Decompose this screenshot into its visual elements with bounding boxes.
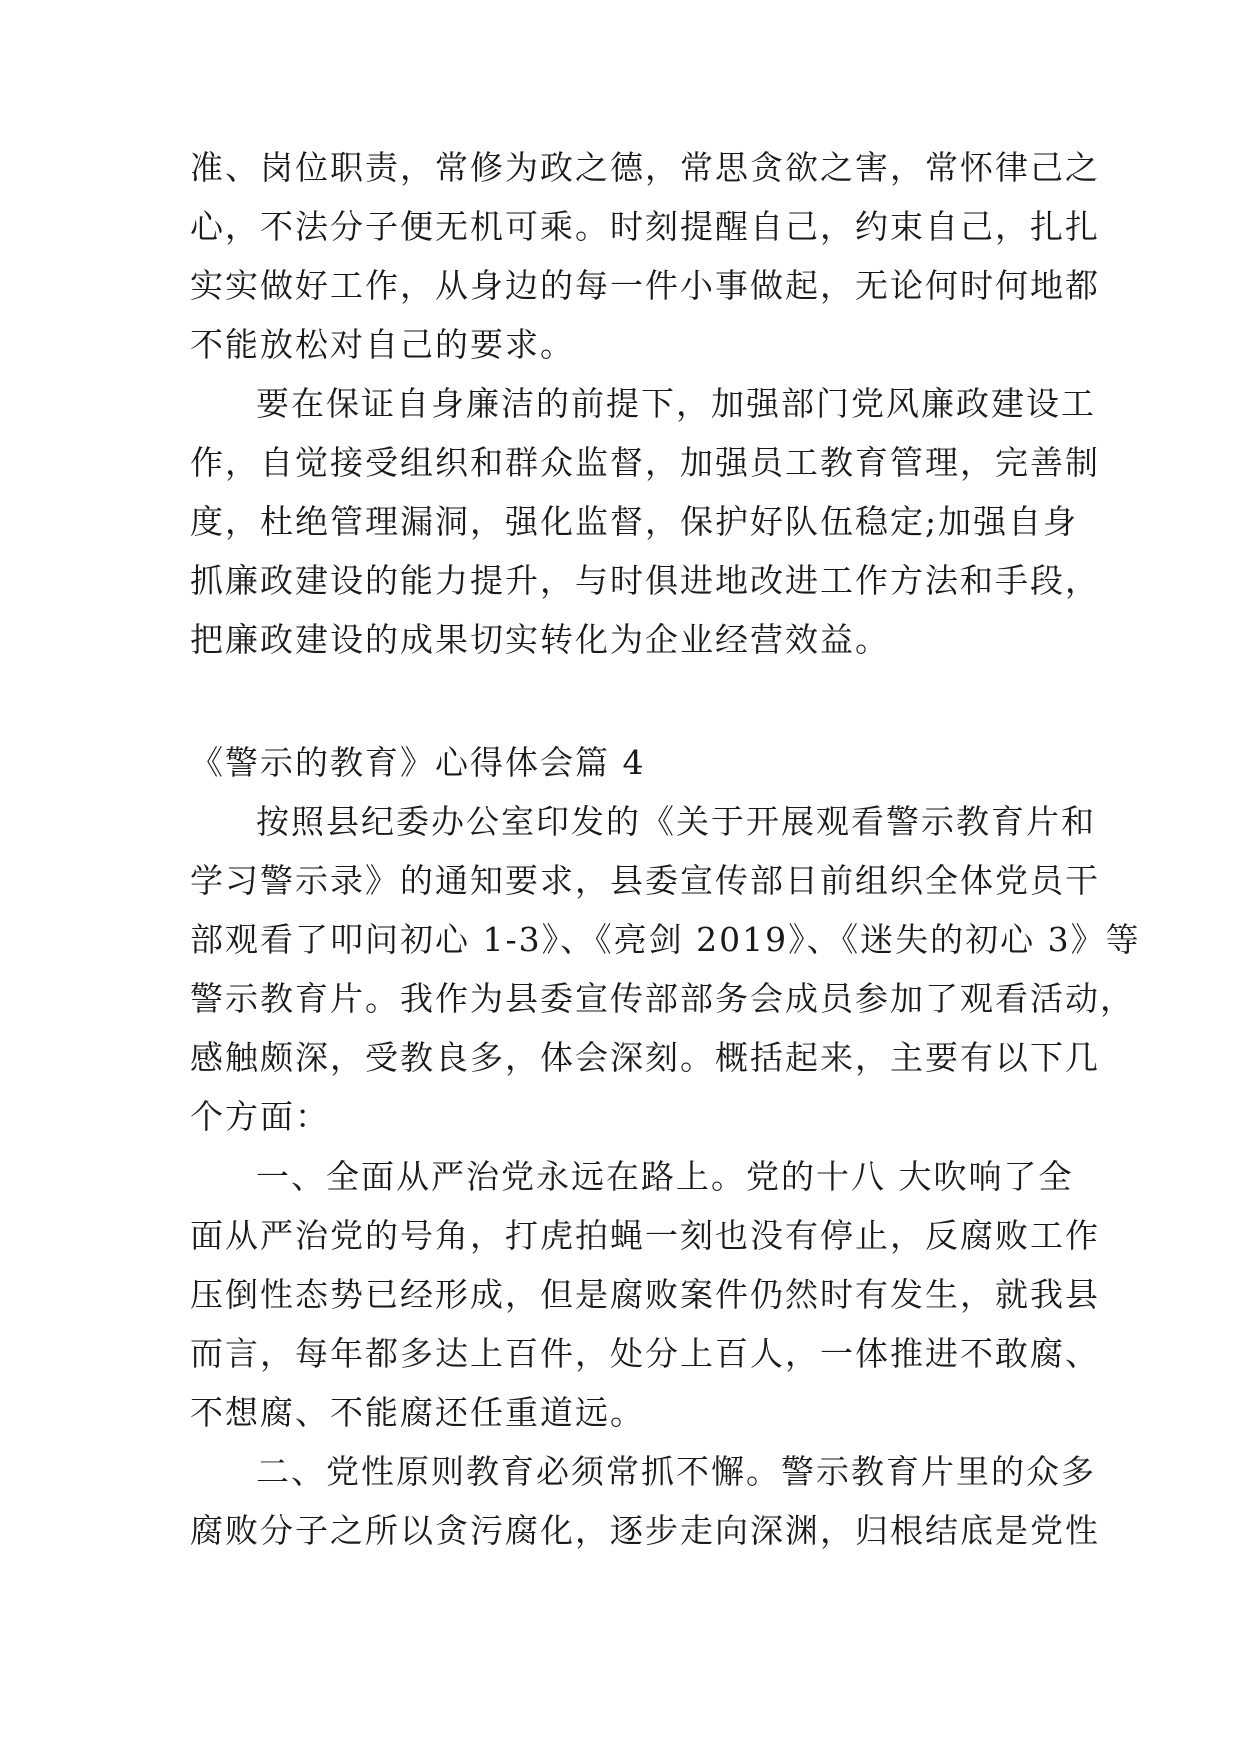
paragraph-line: 要在保证自身廉洁的前提下，加强部门党风廉政建设工	[256, 384, 1096, 423]
paragraph-line: 不想腐、不能腐还任重道远。	[190, 1393, 645, 1432]
paragraph-4	[190, 1147, 1100, 1442]
paragraph-line: 而言，每年都多达上百件，处分上百人，一体推进不敢腐、	[190, 1334, 1100, 1373]
paragraph-5	[190, 1442, 1100, 1560]
paragraph-line: 一、全面从严治党永远在路上。党的十八 大吹响了全	[256, 1157, 1074, 1196]
section-heading	[190, 733, 1060, 792]
paragraph-line: 二、党性原则教育必须常抓不懈。警示教育片里的众多	[256, 1452, 1096, 1491]
paragraph-line: 面从严治党的号角，打虎拍蝇一刻也没有停止，反腐败工作	[190, 1216, 1100, 1255]
paragraph-line: 感触颇深，受教良多，体会深刻。概括起来，主要有以下几	[190, 1038, 1100, 1077]
paragraph-line: 把廉政建设的成果切实转化为企业经营效益。	[190, 620, 890, 659]
paragraph-line: 部观看了叩问初心 1-3》、《亮剑 2019》、《迷失的初心 3》等	[190, 920, 1141, 959]
paragraph-line: 实实做好工作，从身边的每一件小事做起，无论何时何地都	[190, 266, 1100, 305]
paragraph-line: 个方面：	[190, 1097, 330, 1136]
section-title: 《警示的教育》心得体会篇 4	[190, 743, 646, 782]
paragraph-line: 抓廉政建设的能力提升，与时俱进地改进工作方法和手段，	[190, 561, 1100, 600]
paragraph-line: 压倒性态势已经形成，但是腐败案件仍然时有发生，就我县	[190, 1275, 1100, 1314]
paragraph-3	[190, 792, 1141, 1146]
paragraph-line: 学习警示录》的通知要求，县委宣传部日前组织全体党员干	[190, 861, 1100, 900]
paragraph-1	[190, 138, 1100, 374]
paragraph-line: 不能放松对自己的要求。	[190, 325, 575, 364]
paragraph-line: 作，自觉接受组织和群众监督，加强员工教育管理，完善制	[190, 443, 1100, 482]
paragraph-line: 准、岗位职责，常修为政之德，常思贪欲之害，常怀律己之	[190, 148, 1100, 187]
paragraph-2	[190, 374, 1100, 669]
paragraph-line: 按照县纪委办公室印发的《关于开展观看警示教育片和	[256, 802, 1096, 841]
paragraph-line: 度，杜绝管理漏洞，强化监督，保护好队伍稳定;加强自身	[190, 502, 1079, 541]
paragraph-line: 腐败分子之所以贪污腐化，逐步走向深渊，归根结底是党性	[190, 1511, 1100, 1550]
paragraph-line: 心，不法分子便无机可乘。时刻提醒自己，约束自己，扎扎	[190, 207, 1100, 246]
paragraph-line: 警示教育片。我作为县委宣传部部务会成员参加了观看活动，	[190, 979, 1135, 1018]
